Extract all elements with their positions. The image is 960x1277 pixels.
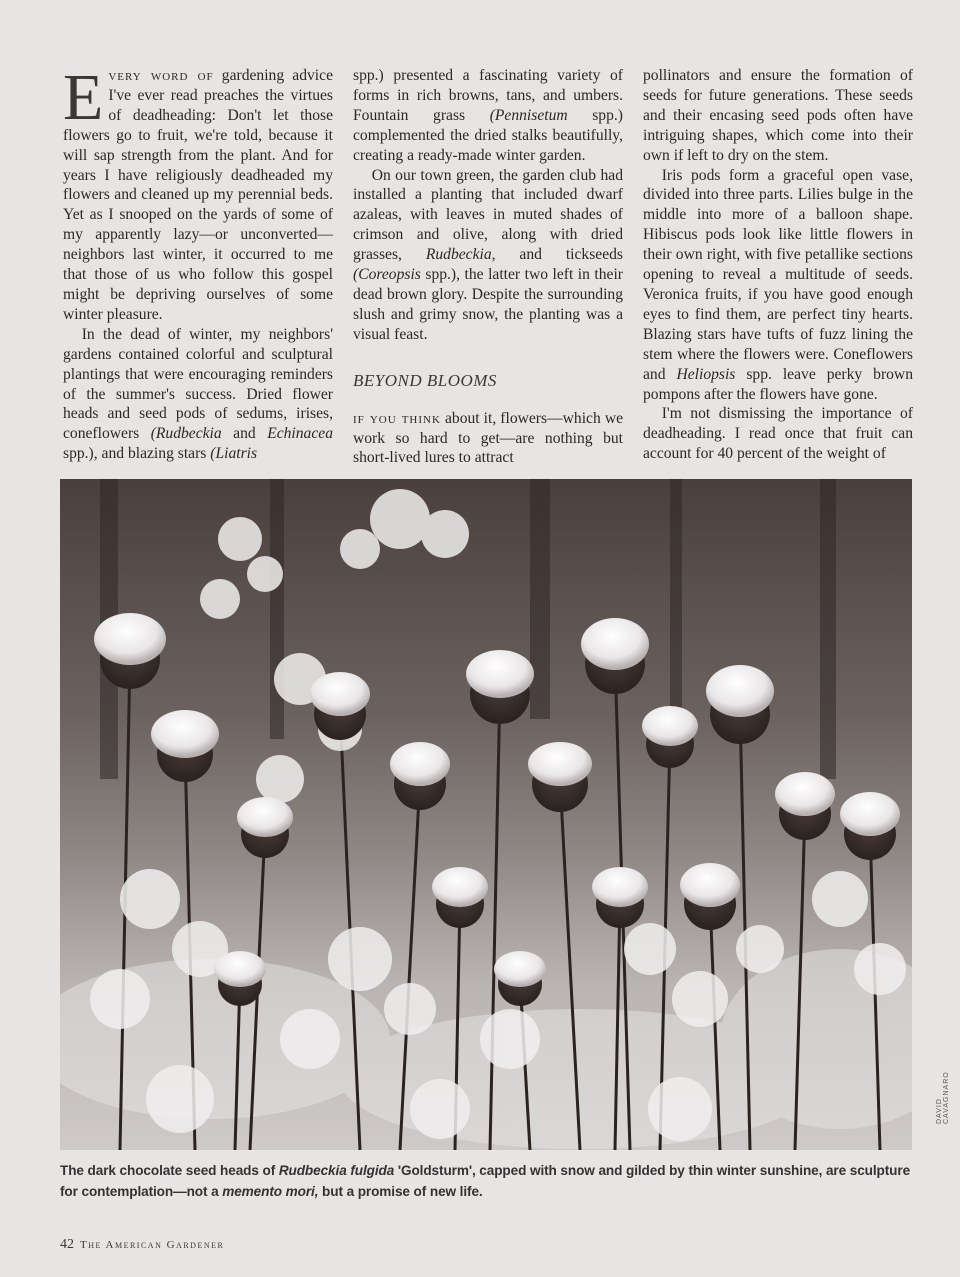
paragraph: In the dead of winter, my neighbors' gardens contained colorful and sculptural plantings that were encouraging reminders of the summer's success. Dried flower heads and seed pods of sedums, irises, coneflowers (Rudbeckia and Echinacea spp.), and blazing stars (Liatris [63, 325, 333, 463]
snowy-seedheads-photo [60, 479, 912, 1150]
article-column-3 [643, 66, 913, 464]
paragraph: pollinators and ensure the formation of seeds for future generations. These seeds and their encasing seed pods often have intriguing shapes, which come into their own if left to dry on the stem. [643, 67, 913, 164]
photo-caption: The dark chocolate seed heads of Rudbeckia fulgida 'Goldsturm', capped with snow and gilded by thin winter sunshine, are sculpture for contemplation—not a memento mori, but a promise of new life. [60, 1163, 911, 1199]
paragraph: if you think about it, flowers—which we work so hard to get—are nothing but short-lived lures to attract [353, 409, 624, 467]
paragraph: spp.) presented a fascinating variety of forms in rich browns, tans, and umbers. Fountain grass (Pennisetum spp.) complemented the dried stalks beautifully, creating a ready-made winter garden. [353, 67, 623, 164]
section-subhead: BEYOND BLOOMS [353, 370, 497, 390]
paragraph: On our town green, the garden club had installed a planting that included dwarf azaleas, with leaves in muted shades of crimson and olive, along with dried grasses, Rudbeckia, and tickseeds (Coreopsis spp.), the latter two left in their dead brown glory. Despite the surrounding slush and grimy snow, the planting was a visual feast. [353, 166, 623, 343]
page-number: 42 [60, 1237, 74, 1252]
article-column-1 [63, 61, 333, 464]
photo-credit: DAVID CAVAGNARO [936, 1071, 950, 1124]
lead-in-caps: if you think [353, 409, 441, 427]
page-footer [60, 1237, 224, 1253]
paragraph: Iris pods form a graceful open vase, divided into three parts. Lilies bulge in the middle into more of a balloon shape. Hibiscus pods look like little flowers in their own right, with five petallike sections opening to reveal a multitude of seeds. Veronica fruits, if you have good enough eyes to find them, are perfect tiny hearts. Blazing stars have tufts of fuzz lining the stem where the flowers were. Coneflowers and Heliopsis spp. leave perky brown pompons after the flowers have gone. [643, 166, 913, 403]
photo-illustration [60, 479, 912, 1150]
paragraph: I'm not dismissing the importance of deadheading. I read once that fruit can account for 40 percent of the weight of [643, 405, 913, 463]
article-column-2 [353, 66, 623, 468]
lead-in-caps: very word of [108, 67, 214, 84]
paragraph: Every word of gardening advice I've ever read preaches the virtues of deadheading: Don't let those flowers go to fruit, we're told, because it will sap strength from the plant. And for years I have religiously deadheaded my flowers and cleaned up my perennial beds. Yet as I snooped on the yards of some of my apparently lazy—or unconverted—neighbors last winter, it occurred to me that those of us who follow this gospel might be depriving ourselves of some winter pleasure. [63, 61, 333, 323]
magazine-name: The American Gardener [80, 1239, 225, 1251]
drop-cap: E [63, 61, 104, 134]
